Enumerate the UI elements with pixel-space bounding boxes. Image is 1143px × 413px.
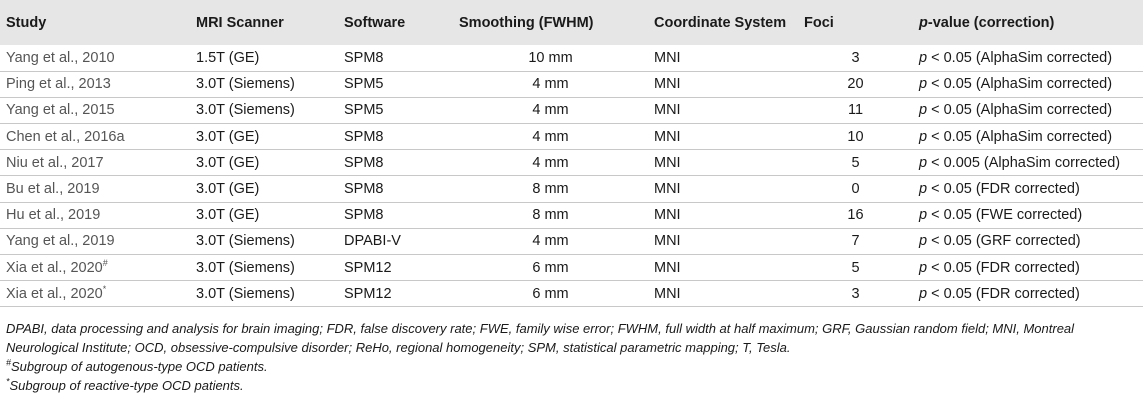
- cell-scanner: 3.0T (Siemens): [196, 259, 295, 276]
- pvalue-p: p: [919, 154, 928, 171]
- cell-study: [0, 281, 190, 307]
- cell-foci: 5: [851, 154, 860, 171]
- cell-software: SPM8: [344, 154, 384, 171]
- cell-software: DPABI-V: [344, 233, 401, 250]
- cell-software: SPM8: [344, 128, 384, 145]
- cell-pvalue: [913, 281, 1143, 307]
- study-name: Yang et al., 2015: [6, 102, 115, 119]
- cell-pvalue: [913, 124, 1143, 150]
- pvalue-p: p: [919, 102, 928, 119]
- cell-foci: 3: [851, 49, 860, 66]
- table-row: [0, 255, 1143, 281]
- pvalue-rest: < 0.005 (AlphaSim corrected): [927, 154, 1121, 171]
- cell-pvalue: [913, 150, 1143, 176]
- study-name: Yang et al., 2019: [6, 233, 115, 250]
- cell-smoothing: 6 mm: [532, 259, 569, 276]
- table-row: [0, 202, 1143, 228]
- pvalue-p: p: [919, 76, 928, 93]
- cell-scanner: 3.0T (GE): [196, 128, 260, 145]
- table-row: [0, 281, 1143, 307]
- table-row: [0, 176, 1143, 202]
- study-name: Niu et al., 2017: [6, 154, 104, 171]
- cell-pvalue: [913, 176, 1143, 202]
- cell-smoothing: 6 mm: [532, 285, 569, 302]
- pvalue-p: p: [919, 233, 928, 250]
- cell-scanner: 1.5T (GE): [196, 49, 260, 66]
- cell-smoothing: 4 mm: [532, 128, 569, 145]
- pvalue-p: p: [919, 128, 928, 145]
- cell-software: SPM8: [344, 207, 384, 224]
- cell-pvalue: [913, 45, 1143, 71]
- cell-smoothing: 4 mm: [532, 102, 569, 119]
- cell-scanner: 3.0T (Siemens): [196, 76, 295, 93]
- cell-pvalue: [913, 255, 1143, 281]
- cell-foci: 16: [847, 207, 864, 224]
- table-footnotes: [6, 319, 1136, 395]
- cell-smoothing: 4 mm: [532, 76, 569, 93]
- cell-study: [0, 97, 190, 123]
- study-name: Yang et al., 2010: [6, 49, 115, 66]
- study-footnote-mark: #: [102, 257, 108, 268]
- cell-pvalue: [913, 202, 1143, 228]
- footnote-abbreviations: DPABI, data processing and analysis for brain imaging; FDR, false discovery rate; FWE, family wise error; FWHM, full width at half maximum; GRF, Gaussian random field; MNI, Montreal Neurological Institute; OCD, obsessive-compulsive disorder; ReHo, regional homogeneity; SPM, statistical parametric mapping; T, Tesla.: [6, 321, 1075, 355]
- footnote-mark-asterisk: *: [6, 376, 10, 387]
- cell-coordinate-system: MNI: [654, 154, 681, 171]
- cell-pvalue: [913, 71, 1143, 97]
- pvalue-rest: < 0.05 (FDR corrected): [927, 285, 1080, 302]
- cell-smoothing: 8 mm: [532, 181, 569, 198]
- cell-coordinate-system: MNI: [654, 102, 681, 119]
- footnote-autogenous: [6, 357, 1136, 376]
- pvalue-rest: < 0.05 (AlphaSim corrected): [927, 49, 1113, 66]
- header-software: Software: [344, 14, 406, 31]
- cell-scanner: 3.0T (GE): [196, 207, 260, 224]
- table-row: [0, 97, 1143, 123]
- cell-scanner: 3.0T (Siemens): [196, 233, 295, 250]
- pvalue-rest: < 0.05 (AlphaSim corrected): [927, 102, 1113, 119]
- cell-study: [0, 176, 190, 202]
- cell-foci: 0: [851, 181, 860, 198]
- cell-foci: 7: [851, 233, 860, 250]
- pvalue-rest: < 0.05 (FWE corrected): [927, 207, 1083, 224]
- header-pvalue-rest: -value (correction): [927, 14, 1055, 31]
- header-coordinate-system: Coordinate System: [654, 14, 787, 31]
- cell-smoothing: 4 mm: [532, 154, 569, 171]
- cell-foci: 5: [851, 259, 860, 276]
- header-foci: Foci: [804, 14, 834, 31]
- cell-coordinate-system: MNI: [654, 49, 681, 66]
- pvalue-rest: < 0.05 (FDR corrected): [927, 259, 1080, 276]
- cell-coordinate-system: MNI: [654, 285, 681, 302]
- cell-pvalue: [913, 97, 1143, 123]
- cell-scanner: 3.0T (GE): [196, 154, 260, 171]
- footnote-autogenous-text: Subgroup of autogenous-type OCD patients.: [11, 359, 268, 374]
- cell-pvalue: [913, 228, 1143, 254]
- table-row: [0, 228, 1143, 254]
- cell-software: SPM8: [344, 181, 384, 198]
- pvalue-p: p: [919, 207, 928, 224]
- table-row: [0, 124, 1143, 150]
- table-row: [0, 45, 1143, 71]
- cell-study: [0, 150, 190, 176]
- cell-foci: 3: [851, 285, 860, 302]
- cell-study: [0, 255, 190, 281]
- cell-coordinate-system: MNI: [654, 233, 681, 250]
- pvalue-rest: < 0.05 (AlphaSim corrected): [927, 128, 1113, 145]
- cell-study: [0, 45, 190, 71]
- footnote-mark-hash: #: [6, 357, 12, 368]
- cell-software: SPM12: [344, 285, 392, 302]
- cell-coordinate-system: MNI: [654, 128, 681, 145]
- cell-scanner: 3.0T (Siemens): [196, 285, 295, 302]
- cell-smoothing: 10 mm: [528, 49, 573, 66]
- header-smoothing: Smoothing (FWHM): [459, 14, 594, 31]
- cell-study: [0, 124, 190, 150]
- cell-foci: 11: [847, 102, 864, 119]
- header-pvalue: [913, 0, 1143, 45]
- cell-study: [0, 71, 190, 97]
- pvalue-p: p: [919, 181, 928, 198]
- footnote-reactive: [6, 376, 1136, 395]
- study-footnote-mark: *: [102, 283, 107, 294]
- cell-coordinate-system: MNI: [654, 207, 681, 224]
- cell-software: SPM5: [344, 76, 384, 93]
- cell-smoothing: 8 mm: [532, 207, 569, 224]
- cell-scanner: 3.0T (GE): [196, 181, 260, 198]
- pvalue-rest: < 0.05 (GRF corrected): [927, 233, 1081, 250]
- header-pvalue-p: p: [919, 14, 928, 31]
- pvalue-p: p: [919, 285, 928, 302]
- study-name: Bu et al., 2019: [6, 181, 100, 198]
- cell-software: SPM8: [344, 49, 384, 66]
- footnote-reactive-text: Subgroup of reactive-type OCD patients.: [9, 378, 244, 393]
- header-row: [0, 0, 1143, 45]
- cell-study: [0, 228, 190, 254]
- study-name: Ping et al., 2013: [6, 76, 111, 93]
- table-header: [0, 0, 1143, 45]
- table-row: [0, 71, 1143, 97]
- cell-coordinate-system: MNI: [654, 76, 681, 93]
- header-study: Study: [6, 14, 47, 31]
- study-name: Xia et al., 2020: [6, 285, 103, 302]
- cell-software: SPM12: [344, 259, 392, 276]
- pvalue-p: p: [919, 49, 928, 66]
- cell-scanner: 3.0T (Siemens): [196, 102, 295, 119]
- study-name: Hu et al., 2019: [6, 207, 101, 224]
- header-scanner: MRI Scanner: [196, 14, 284, 31]
- pvalue-p: p: [919, 259, 928, 276]
- cell-software: SPM5: [344, 102, 384, 119]
- cell-study: [0, 202, 190, 228]
- cell-smoothing: 4 mm: [532, 233, 569, 250]
- study-name: Chen et al., 2016a: [6, 128, 125, 145]
- cell-coordinate-system: MNI: [654, 259, 681, 276]
- pvalue-rest: < 0.05 (AlphaSim corrected): [927, 76, 1113, 93]
- cell-coordinate-system: MNI: [654, 181, 681, 198]
- study-name: Xia et al., 2020: [6, 259, 103, 276]
- table-row: [0, 150, 1143, 176]
- pvalue-rest: < 0.05 (FDR corrected): [927, 181, 1080, 198]
- table-body: [0, 45, 1143, 307]
- cell-foci: 20: [847, 76, 864, 93]
- cell-foci: 10: [847, 128, 864, 145]
